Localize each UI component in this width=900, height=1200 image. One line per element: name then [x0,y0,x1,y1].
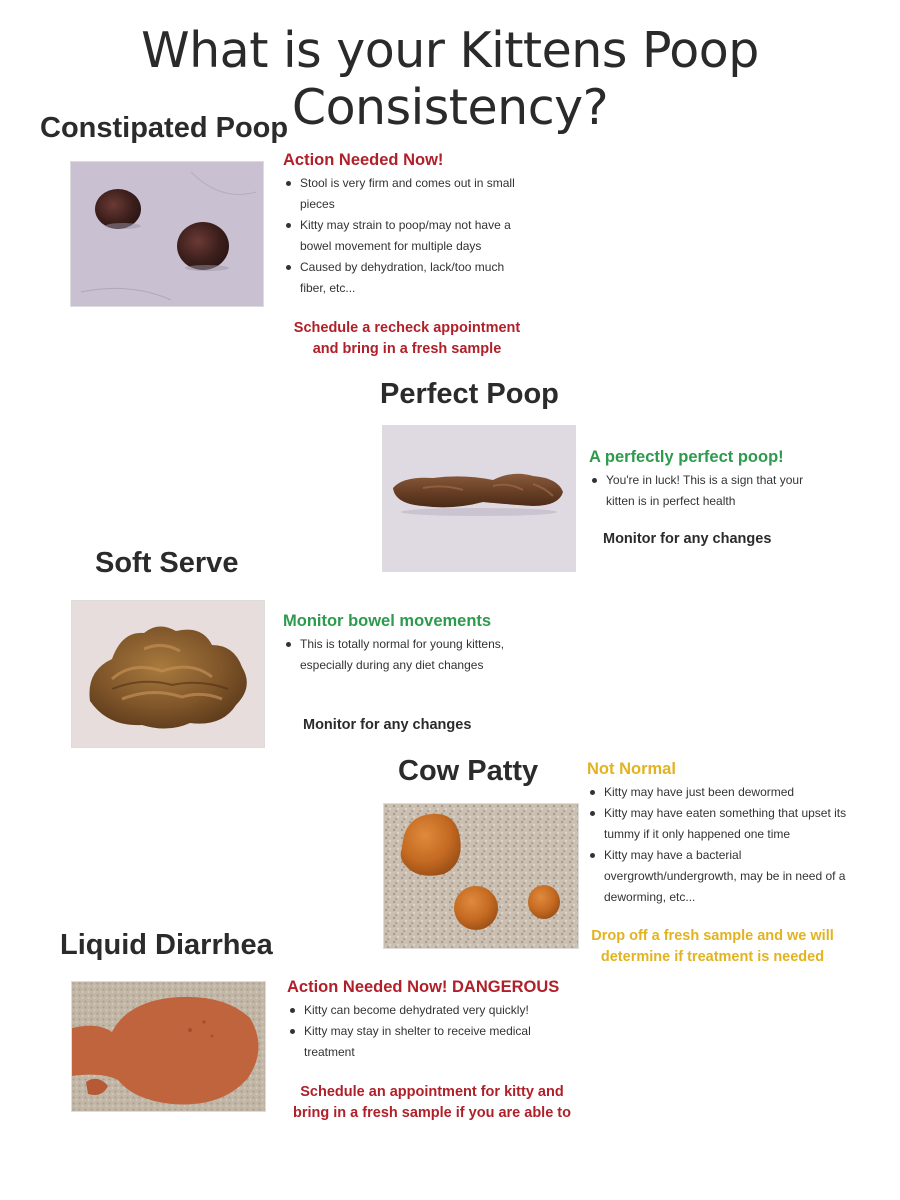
cow-patty-info [587,760,852,908]
liquid-status: Action Needed Now! DANGEROUS [287,978,560,996]
perfect-callout: Monitor for any changes [603,531,772,547]
list-item: Kitty may have eaten something that upset its tummy if it only happened one time [587,803,852,845]
liquid-bullets [287,1000,577,1063]
perfect-bullets [589,470,809,512]
list-item: You're in luck! This is a sign that your kitten is in perfect health [589,470,809,512]
soft-serve-bullets [283,634,513,676]
constipated-photo [70,161,264,307]
liquid-photo [71,981,266,1112]
constipated-info [283,151,533,299]
cow-patty-bullets [587,782,852,908]
page-title: What is your Kittens Poop Consistency? [141,22,759,136]
constipated-callout: Schedule a recheck appointment and bring in a fresh sample [293,320,521,357]
list-item: This is totally normal for young kittens, especially during any diet changes [283,634,513,676]
constipated-status: Action Needed Now! [283,151,444,169]
perfect-heading: Perfect Poop [380,378,559,410]
perfect-photo [382,425,576,572]
perfect-info [589,448,809,512]
constipated-heading: Constipated Poop [40,112,289,144]
liquid-heading: Liquid Diarrhea [60,929,273,961]
list-item: Kitty can become dehydrated very quickly! [287,1000,577,1021]
list-item: Kitty may strain to poop/may not have a bowel movement for multiple days [283,215,533,257]
liquid-info [287,978,577,1063]
cow-patty-status: Not Normal [587,760,676,778]
constipated-bullets [283,173,533,299]
liquid-callout: Schedule an appointment for kitty and bring in a fresh sample if you are able to [293,1084,571,1121]
list-item: Kitty may have a bacterial overgrowth/undergrowth, may be in need of a deworming, etc... [587,845,852,908]
cow-patty-photo [383,803,579,949]
soft-serve-status: Monitor bowel movements [283,612,492,630]
list-item: Caused by dehydration, lack/too much fiber, etc... [283,257,533,299]
soft-serve-callout: Monitor for any changes [303,717,472,733]
list-item: Kitty may have just been dewormed [587,782,852,803]
perfect-status: A perfectly perfect poop! [589,448,784,466]
soft-serve-info [283,612,513,676]
cow-patty-callout: Drop off a fresh sample and we will determine if treatment is needed [591,928,834,965]
soft-serve-photo [71,600,265,748]
list-item: Stool is very firm and comes out in small pieces [283,173,533,215]
cow-patty-heading: Cow Patty [398,755,539,787]
list-item: Kitty may stay in shelter to receive medical treatment [287,1021,577,1063]
soft-serve-heading: Soft Serve [95,547,239,579]
